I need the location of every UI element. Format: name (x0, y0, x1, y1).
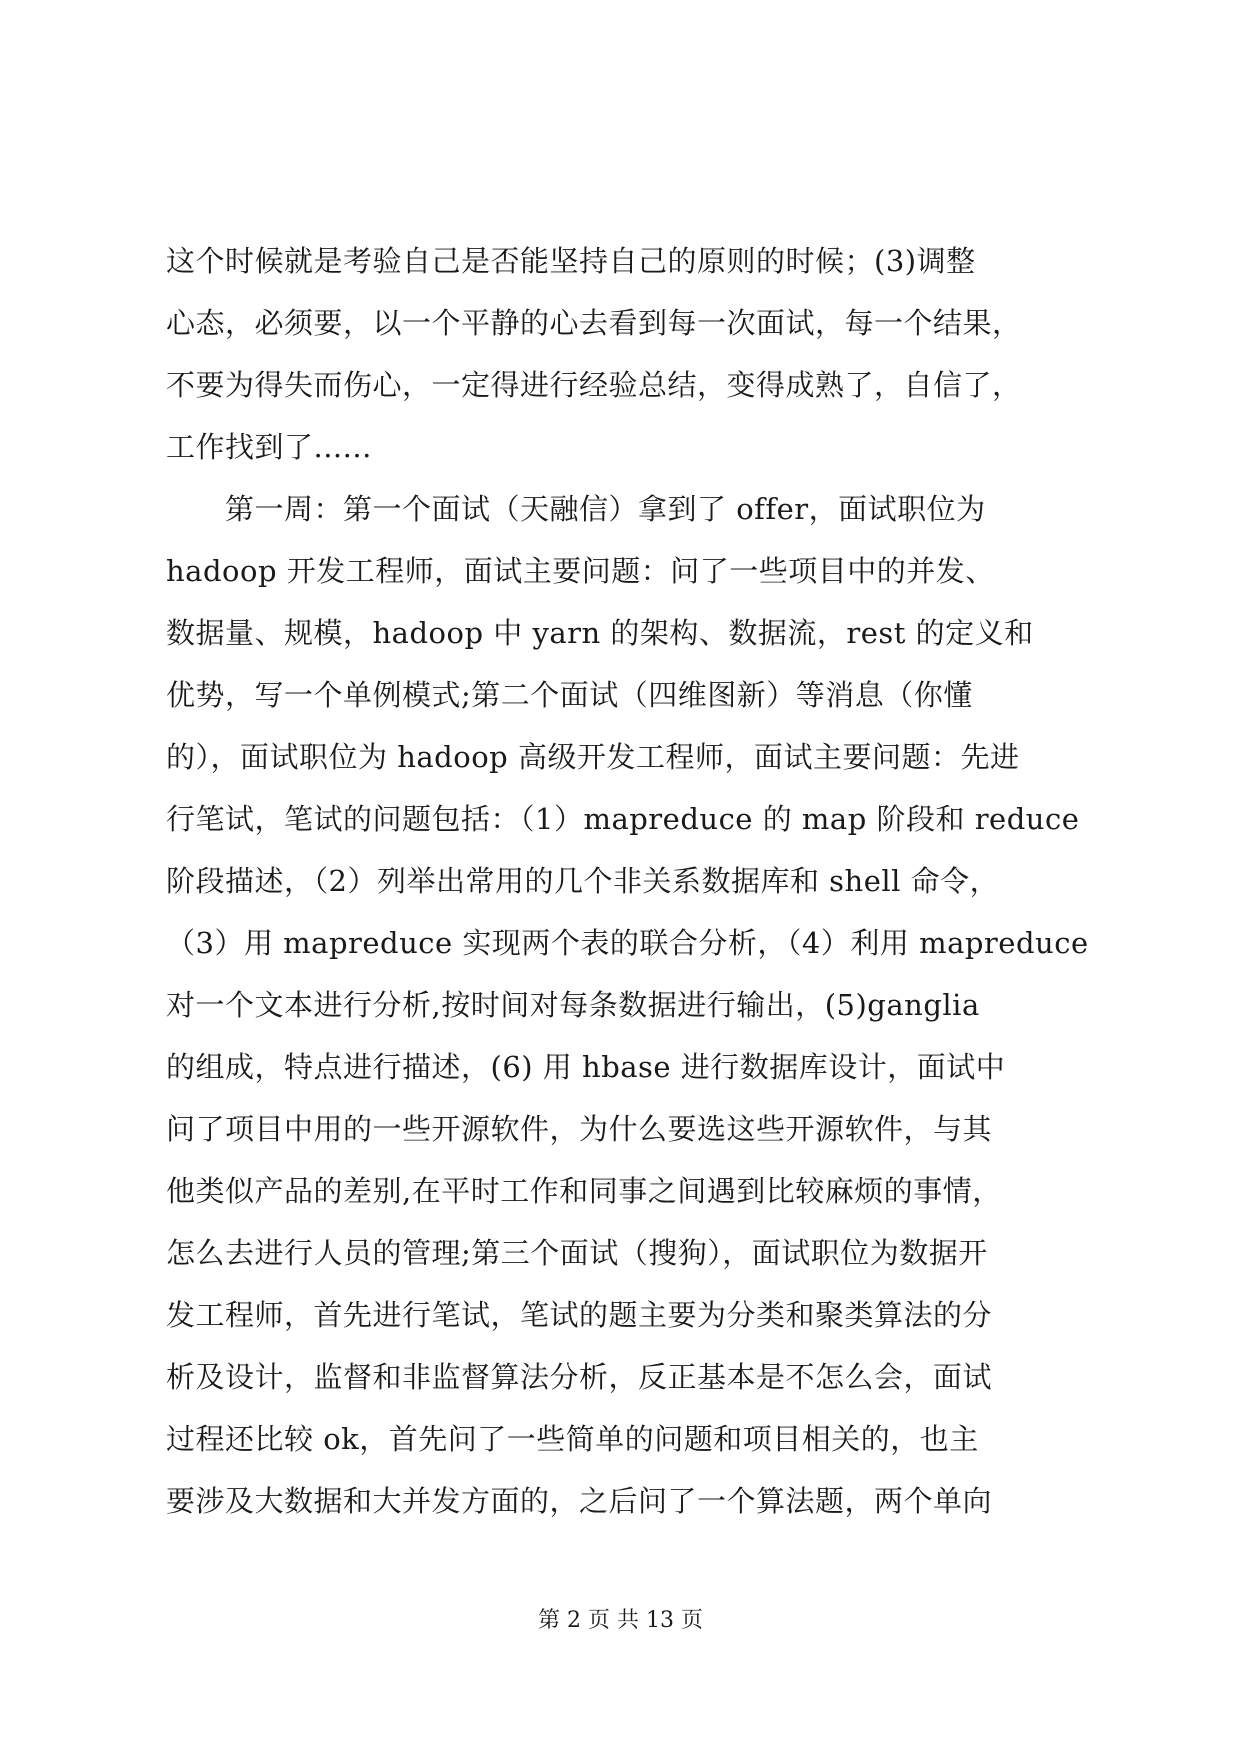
text-line: 对一个文本进行分析,按时间对每条数据进行输出，(5)ganglia (166, 988, 980, 1022)
text-line: 怎么去进行人员的管理;第三个面试（搜狗），面试职位为数据开 (166, 1236, 988, 1270)
text-line: 不要为得失而伤心，一定得进行经验总结，变得成熟了，自信了， (166, 368, 1022, 402)
text-line: hadoop 开发工程师，面试主要问题：问了一些项目中的并发、 (166, 554, 995, 588)
text-line: 他类似产品的差别,在平时工作和同事之间遇到比较麻烦的事情， (166, 1174, 1002, 1208)
text-line: 工作找到了...... (166, 430, 372, 464)
page-number: 第 2 页 共 13 页 (538, 1608, 703, 1633)
text-line: 问了项目中用的一些开源软件，为什么要选这些开源软件，与其 (166, 1112, 993, 1146)
text-line: 发工程师，首先进行笔试，笔试的题主要为分类和聚类算法的分 (166, 1298, 993, 1332)
text-line: 行笔试，笔试的问题包括：（1）mapreduce 的 map 阶段和 reduce (166, 802, 1080, 836)
text-line: 阶段描述，（2）列举出常用的几个非关系数据库和 shell 命令， (166, 864, 1000, 898)
text-line: （3）用 mapreduce 实现两个表的联合分析，（4）利用 mapreduce (166, 926, 1089, 960)
text-line: 优势，写一个单例模式;第二个面试（四维图新）等消息（你懂 (166, 678, 973, 712)
text-line: 过程还比较 ok，首先问了一些简单的问题和项目相关的，也主 (166, 1422, 979, 1456)
text-line: 心态，必须要，以一个平静的心去看到每一次面试，每一个结果， (166, 306, 1022, 340)
text-line: 第一周：第一个面试（天融信）拿到了 offer，面试职位为 (166, 492, 986, 526)
page-footer (0, 1606, 1241, 1636)
text-line: 要涉及大数据和大并发方面的，之后问了一个算法题，两个单向 (166, 1484, 993, 1518)
text-line: 数据量、规模，hadoop 中 yarn 的架构、数据流，rest 的定义和 (166, 616, 1034, 650)
text-line: 的组成，特点进行描述，(6) 用 hbase 进行数据库设计，面试中 (166, 1050, 1006, 1084)
body-text (166, 230, 1089, 1532)
text-line: 的），面试职位为 hadoop 高级开发工程师，面试主要问题：先进 (166, 740, 1020, 774)
text-line: 析及设计，监督和非监督算法分析，反正基本是不怎么会，面试 (166, 1360, 993, 1394)
text-line: 这个时候就是考验自己是否能坚持自己的原则的时候；(3)调整 (166, 244, 976, 278)
